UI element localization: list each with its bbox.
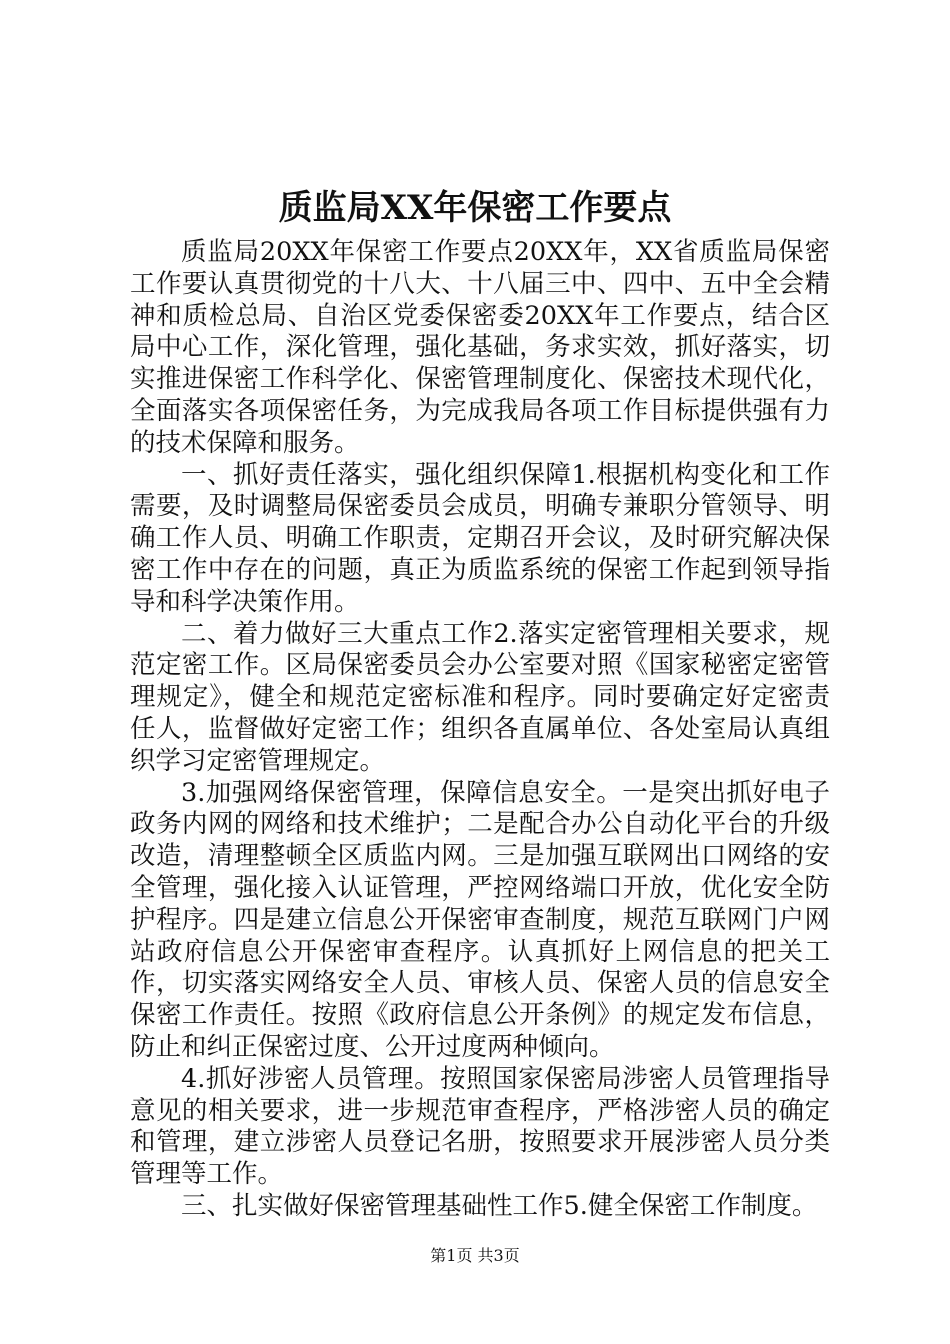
- paragraph: 3.加强网络保密管理，保障信息安全。一是突出抓好电子政务内网的网络和技术维护；二是配合办公自动化平台的升级改造，清理整顿全区质监内网。三是加强互联网出口网络的安全管理，强化接入认证管理，严控网络端口开放，优化安全防护程序。四是建立信息公开保密审查制度，规范互联网门户网站政府信息公开保密审查程序。认真抓好上网信息的把关工作，切实落实网络安全人员、审核人员、保密人员的信息安全保密工作责任。按照《政府信息公开条例》的规定发布信息，防止和纠正保密过度、公开过度两种倾向。: [130, 777, 830, 1062]
- paragraph: 三、扎实做好保密管理基础性工作5.健全保密工作制度。: [181, 1190, 818, 1221]
- document-title: 质监局XX年保密工作要点: [278, 188, 672, 228]
- paragraph: 二、着力做好三大重点工作2.落实定密管理相关要求，规范定密工作。区局保密委员会办公室要对照《国家秘密定密管理规定》，健全和规范定密标准和程序。同时要确定好定密责任人，监督做好定密工作；组织各直属单位、各处室局认真组织学习定密管理规定。: [130, 618, 830, 776]
- paragraph: 质监局20XX年保密工作要点20XX年，XX省质监局保密工作要认真贯彻党的十八大、十八届三中、四中、五中全会精神和质检总局、自治区党委保密委20XX年工作要点，结合区局中心工作，深化管理，强化基础，务求实效，抓好落实，切实推进保密工作科学化、保密管理制度化、保密技术现代化，全面落实各项保密任务，为完成我局各项工作目标提供强有力的技术保障和服务。: [130, 237, 830, 458]
- paragraph: 一、抓好责任落实，强化组织保障1.根据机构变化和工作需要，及时调整局保密委员会成员，明确专兼职分管领导、明确工作人员、明确工作职责，定期召开会议，及时研究解决保密工作中存在的问题，真正为质监系统的保密工作起到领导指导和科学决策作用。: [130, 459, 830, 617]
- document-body: [130, 237, 830, 1223]
- paragraph: 4.抓好涉密人员管理。按照国家保密局涉密人员管理指导意见的相关要求，进一步规范审查程序，严格涉密人员的确定和管理，建立涉密人员登记名册，按照要求开展涉密人员分类管理等工作。: [130, 1063, 830, 1190]
- page-footer: 第1页 共3页: [430, 1246, 520, 1265]
